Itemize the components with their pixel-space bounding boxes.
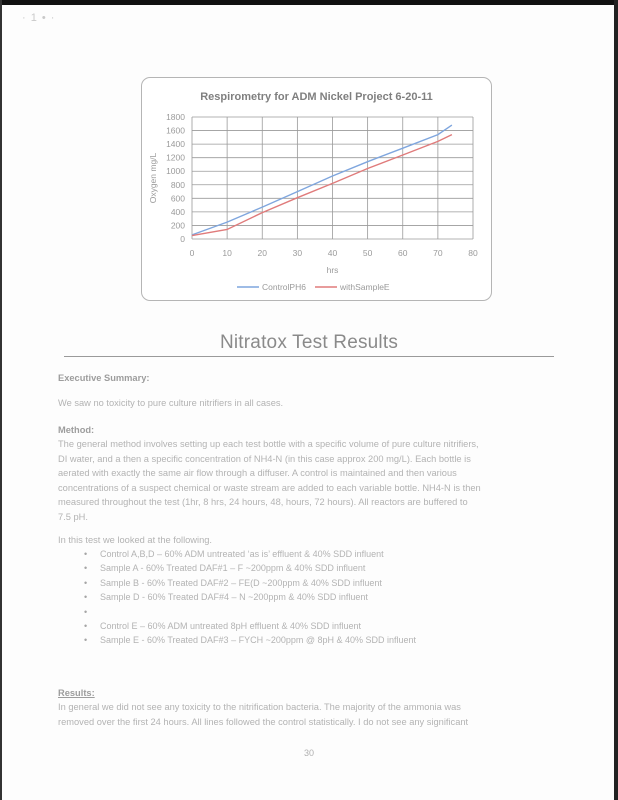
- chart-title: Respirometry for ADM Nickel Project 6-20-11: [200, 91, 433, 103]
- list-item: • Control A,B,D – 60% ADM untreated ‘as is’ effluent & 40% SDD influent: [82, 547, 542, 561]
- x-axis-label: hrs: [326, 265, 339, 275]
- x-tick-label: 50: [362, 248, 373, 258]
- x-tick-label: 40: [327, 248, 338, 258]
- x-tick-label: 80: [468, 248, 478, 258]
- y-tick-label: 800: [170, 179, 185, 190]
- y-tick-label: 1400: [166, 139, 185, 150]
- method-line-5: measured throughout the test (1hr, 8 hrs, 24 hours, 48, hours, 72 hours). All reactors are buffered to: [58, 497, 468, 508]
- results-line-1: In general we did not see any toxicity to the nitrification bacteria. The majority of the ammonia was: [58, 702, 461, 712]
- x-tick-label: 30: [292, 248, 303, 258]
- method-line-1: The general method involves setting up each test bottle with a specific volume of pure culture nitrifiers,: [58, 439, 479, 449]
- x-tick-label: 70: [433, 248, 443, 258]
- list-item: • Sample E - 60% Treated DAF#3 – FYCH ~200ppm @ 8pH & 40% SDD influent: [82, 633, 542, 647]
- y-axis-label: Oxygen mg/L: [148, 152, 158, 204]
- method-heading: Method:: [58, 425, 95, 435]
- x-tick-label: 60: [398, 248, 408, 258]
- x-tick-label: 0: [189, 248, 195, 258]
- results-heading: Results:: [58, 688, 95, 698]
- method-line-4: concentrations of a suspect chemical or waste stream are added to each variable bottle. NH4-N is then: [58, 482, 481, 493]
- y-tick-label: 1200: [166, 152, 185, 163]
- method-line-6: 7.5 pH.: [58, 512, 88, 522]
- y-tick-label: 600: [170, 193, 185, 204]
- scan-border-left: [0, 0, 2, 800]
- x-tick-label: 10: [222, 248, 232, 258]
- list-item: • Sample A - 60% Treated DAF#1 – F ~200ppm & 40% SDD influent: [82, 561, 542, 575]
- chart-plot-area: [142, 78, 493, 302]
- y-tick-label: 1600: [166, 125, 185, 136]
- results-line-2: removed over the first 24 hours. All lines followed the control statistically. I do not see any significant: [58, 716, 469, 727]
- exec-summary-heading: Executive Summary:: [58, 373, 150, 383]
- sample-list: [82, 547, 542, 648]
- method-line-3: aerated with exactly the same air flow through a diffuser. A control is maintained and then various: [58, 468, 457, 479]
- intro-line: In this test we looked at the following.: [58, 535, 213, 545]
- y-tick-label: 1000: [166, 166, 185, 177]
- scan-border-top: [0, 0, 618, 5]
- exec-summary-text: We saw no toxicity to pure culture nitrifiers in all cases.: [58, 398, 284, 408]
- y-tick-label: 0: [180, 234, 185, 244]
- x-tick-label: 20: [257, 248, 267, 258]
- page-title: Nitratox Test Results: [219, 332, 399, 353]
- legend-label: withSampleE: [340, 282, 390, 292]
- list-item: • Sample B - 60% Treated DAF#2 – FE(D ~200ppm & 40% SDD influent: [82, 576, 542, 590]
- list-item: • Sample D - 60% Treated DAF#4 – N ~200ppm & 40% SDD influent: [82, 590, 542, 604]
- list-item: • Control E – 60% ADM untreated 8pH effluent & 40% SDD influent: [82, 619, 542, 633]
- y-tick-label: 200: [170, 220, 185, 231]
- list-item: [82, 605, 542, 619]
- respirometry-chart: [141, 77, 492, 301]
- page-number: 30: [303, 748, 314, 758]
- scan-border-right: [614, 0, 618, 800]
- legend-label: ControlPH6: [262, 282, 306, 292]
- y-tick-label: 1800: [166, 112, 185, 122]
- corner-mark: · 1 • ·: [22, 12, 56, 24]
- y-tick-label: 400: [170, 206, 185, 217]
- method-line-2: DI water, and a then a specific concentration of NH4-N (in this case approx 200 mg/L). Each bottle is: [58, 453, 471, 464]
- series-line-1: [192, 125, 452, 235]
- title-rule: [64, 356, 554, 357]
